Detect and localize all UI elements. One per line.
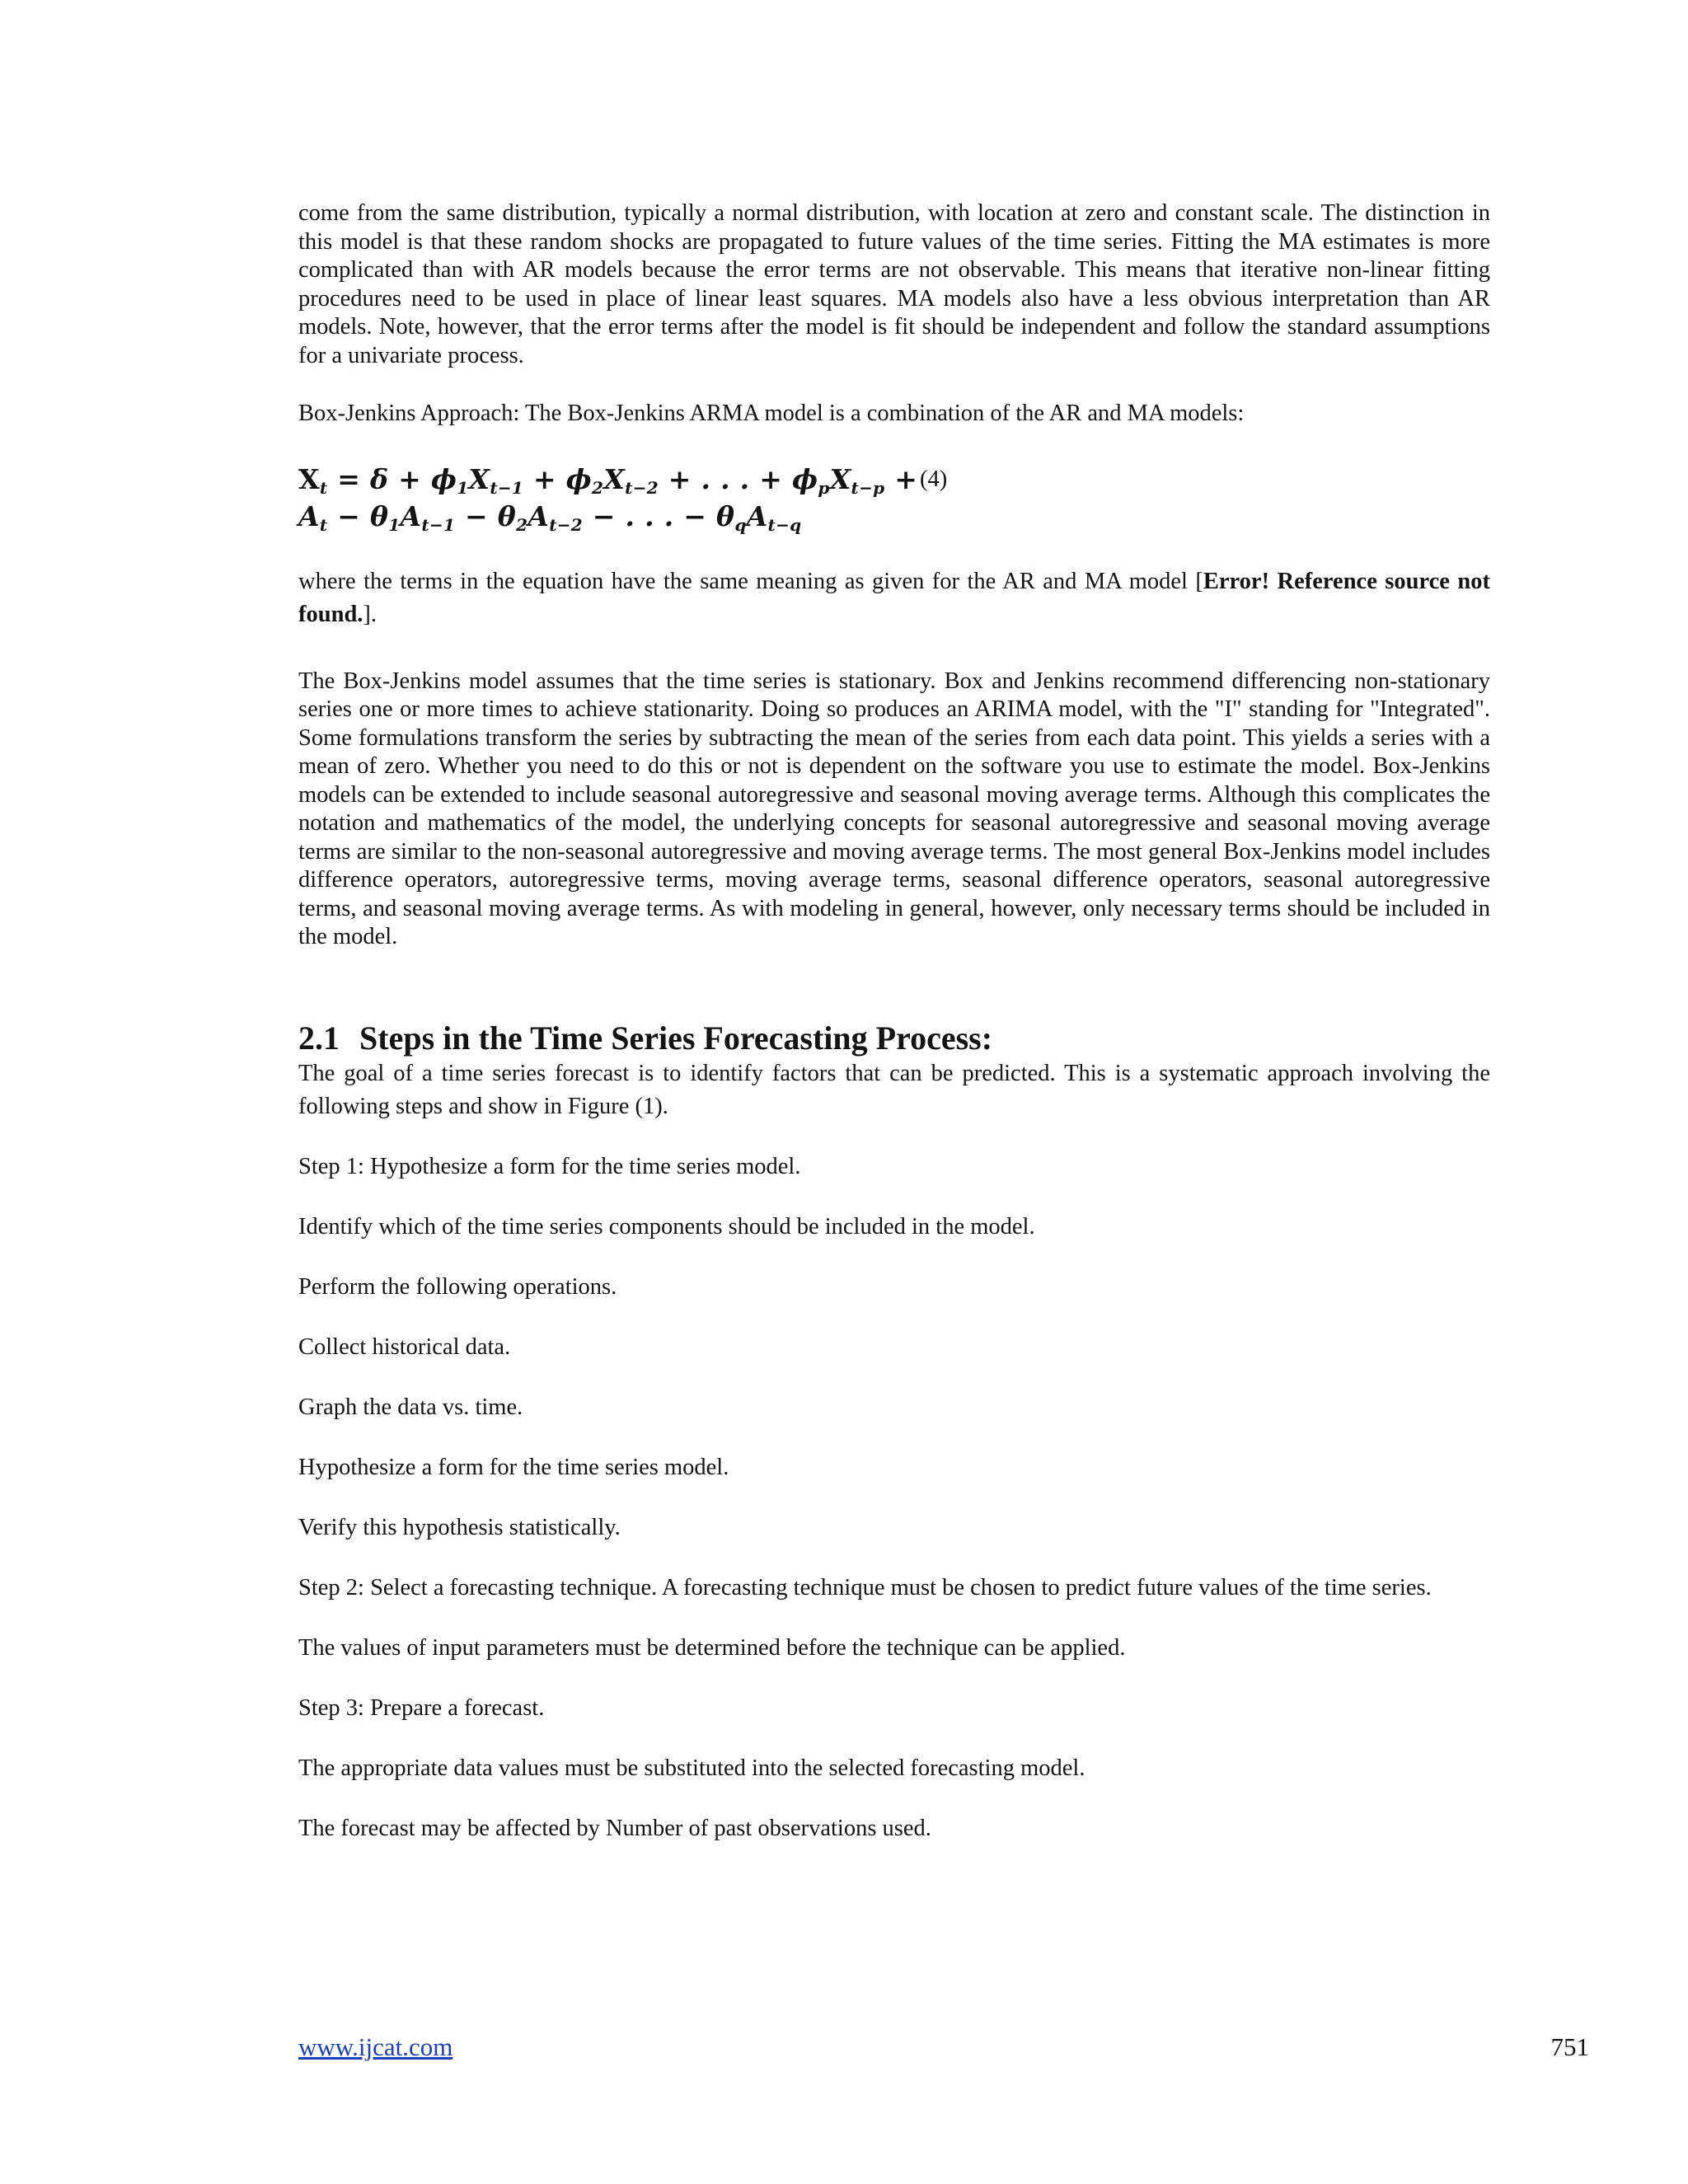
perform-operations-item: Perform the following operations. [298, 1273, 617, 1300]
page-content [298, 199, 1490, 1845]
section-heading [298, 1019, 1490, 1057]
paragraph-equation-terms [298, 565, 1490, 631]
hypothesize-form-item: Hypothesize a form for the time series model. [298, 1454, 729, 1480]
equation-number: (4) [920, 466, 948, 492]
step-3-item: Step 3: Prepare a forecast. [298, 1694, 545, 1721]
reference-error: Error! Reference source not found. [298, 568, 1490, 627]
equation-line-2: $A_t - \theta_1A_{t-1} - \theta_2A_{t-2}$ − . . . − $\theta_qA_{t-q}$ [298, 499, 802, 535]
section-intro: The goal of a time series forecast is to identify factors that can be predicted. This is a systematic approach involving the following steps and show in Figure (1). [298, 1060, 1490, 1119]
page-footer [298, 2032, 1589, 2062]
equation-line-1: $X_t = \delta + \phi_1X_{t-1} + \phi_2X_{t-2}$ + . . . + $\phi_pX_{t-p}$ + [298, 462, 918, 498]
section-title: Steps in the Time Series Forecasting Process: [359, 1019, 993, 1057]
paragraph-box-jenkins-model: The Box-Jenkins model assumes that the time series is stationary. Box and Jenkins recommend differencing non-stationary series one or more times to achieve stationarity. Doing so produces an ARIMA model, with the "I" standing for "Integrated". Some formulations transform the series by subtracting the mean of the series from each data point. This yields a series with a mean of zero. Whether you need to do this or not is dependent on the software you use to estimate the model. Box-Jenkins models can be extended to include seasonal autoregressive and seasonal moving average terms. Although this complicates the notation and mathematics of the model, the underlying concepts for seasonal autoregressive and seasonal moving average terms are similar to the non-seasonal autoregressive and moving average terms. The most general Box-Jenkins model includes difference operators, autoregressive terms, moving average terms, seasonal difference operators, seasonal autoregressive terms, and seasonal moving average terms. As with modeling in general, however, only necessary terms should be included in the model. [298, 668, 1490, 949]
input-parameters-item: The values of input parameters must be determined before the technique can be applied. [298, 1634, 1126, 1661]
equation-terms-end: ]. [363, 601, 377, 627]
past-observations-item: The forecast may be affected by Number of past observations used. [298, 1815, 931, 1841]
paragraph-ma-model: come from the same distribution, typically a normal distribution, with location at zero and constant scale. The distinction in this model is that these random shocks are propagated to future values of the time series. Fitting the MA estimates is more complicated than with AR models because the error terms are not observable. This means that iterative non-linear fitting procedures need to be used in place of linear least squares. MA models also have a less obvious interpretation than AR models. Note, however, that the error terms after the model is fit should be independent and follow the standard assumptions for a univariate process. [298, 200, 1490, 368]
equation-terms-text: where the terms in the equation have the same meaning as given for the AR and MA model [ [298, 568, 1203, 594]
step-2-item: Step 2: Select a forecasting technique. A forecasting technique must be chosen to predict future values of the time series. [298, 1574, 1432, 1601]
verify-hypothesis-item: Verify this hypothesis statistically. [298, 1514, 621, 1540]
graph-data-item: Graph the data vs. time. [298, 1394, 523, 1420]
collect-data-item: Collect historical data. [298, 1333, 511, 1360]
substitute-values-item: The appropriate data values must be substituted into the selected forecasting model. [298, 1755, 1085, 1781]
section-number: 2.1 [298, 1019, 340, 1057]
step-1-item: Step 1: Hypothesize a form for the time series model. [298, 1153, 801, 1179]
paragraph-box-jenkins-intro: Box-Jenkins Approach: The Box-Jenkins ARMA model is a combination of the AR and MA models: [298, 401, 1245, 426]
identify-components-item: Identify which of the time series components should be included in the model. [298, 1213, 1035, 1240]
page-number: 751 [1550, 2032, 1589, 2061]
journal-link[interactable]: www.ijcat.com [298, 2032, 453, 2061]
arma-equation [298, 463, 1490, 534]
